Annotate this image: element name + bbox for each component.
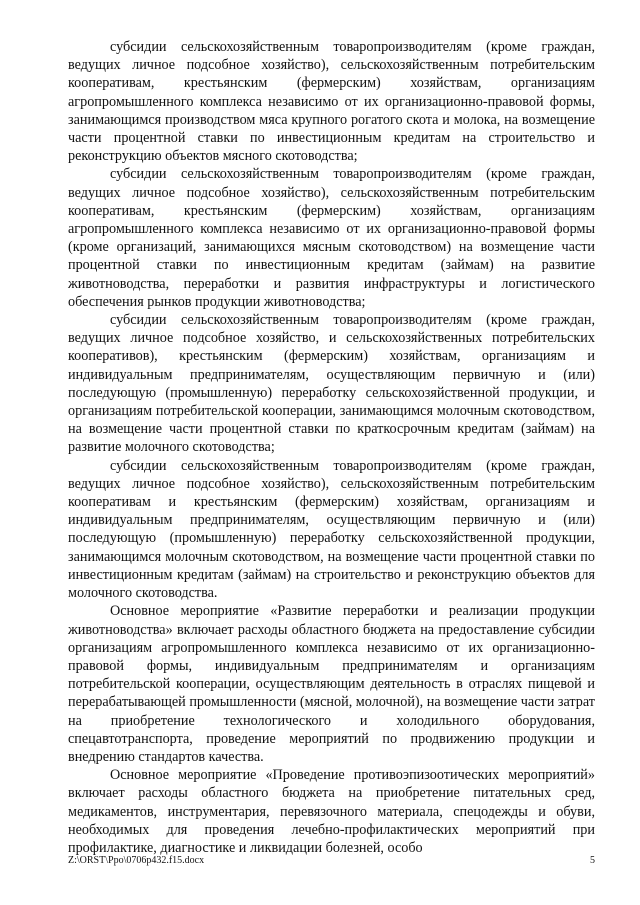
paragraph-subsidy-livestock-development: субсидии сельскохозяйственным товаропроизводителям (кроме граждан, ведущих личное подсобное хозяйство), сельскохозяйственным потребительским кооперативам, крестьянским (фермерским) хозяйствам, организациям агропромышленного комплекса независимо от их организационно-правовой формы (кроме организаций, занимающихся мясным скотоводством) на возмещение части процентной ставки по инвестиционным кредитам (займам) на развитие животноводства, переработки и развития инфраструктуры и логистического обеспечения рынков продукции животноводства;	[68, 166, 595, 310]
paragraph-subsidy-dairy-construction: субсидии сельскохозяйственным товаропроизводителям (кроме граждан, ведущих личное подсобное хозяйство), сельскохозяйственным потребительским кооперативам и крестьянским (фермерским) хозяйствам, организациям и индивидуальным предпринимателям, осуществляющим первичную и (или) последующую (промышленную) переработку сельскохозяйственной продукции, занимающимся молочным скотоводством, на возмещение части процентной ставки по инвестиционным кредитам (займам) на строительство и реконструкцию объектов для молочного скотоводства.	[68, 457, 595, 602]
paragraph-subsidy-short-term-dairy: субсидии сельскохозяйственным товаропроизводителям (кроме граждан, ведущих личное подсобное хозяйство, и сельскохозяйственных потребительских кооперативов), крестьянским (фермерским) хозяйствам, организациям и индивидуальным предпринимателям, осуществляющим первичную и (или) последующую (промышленную) переработку сельскохозяйственной продукции, и организациям потребительской кооперации, занимающимся молочным скотоводством, на возмещение части процентной ставки по краткосрочным кредитам (займам) на развитие молочного скотоводства;	[68, 312, 595, 456]
footer-file-path: Z:\ORST\Ppo\0706p432.f15.docx	[68, 855, 205, 866]
paragraph-processing-measure: Основное мероприятие «Развитие переработки и реализации продукции животноводства» включает расходы областного бюджета на предоставление субсидии организациям агропромышленного комплекса независимо от их организационно-правовой формы, индивидуальным предпринимателям и организациям потребительской кооперации, осуществляющим деятельность в отраслях пищевой и перерабатывающей промышленности (мясной, молочной), на возмещение части затрат на приобретение технологического и холодильного оборудования, спецавтотранспорта, проведение мероприятий по продвижению продукции и внедрению стандартов качества.	[68, 603, 595, 765]
document-body	[68, 38, 595, 857]
paragraph-antiepizootic-measure: Основное мероприятие «Проведение противоэпизоотических мероприятий» включает расходы областного бюджета на приобретение питательных сред, медикаментов, инструментария, перевязочного материала, спецодежды и обуви, необходимых для проведения лечебно-профилактических мероприятий при профилактике, диагностике и ликвидации болезней, особо	[68, 767, 595, 856]
paragraph-subsidy-meat-cattle: субсидии сельскохозяйственным товаропроизводителям (кроме граждан, ведущих личное подсобное хозяйство), сельскохозяйственным потребительским кооперативам, крестьянским (фермерским) хозяйствам, организациям агропромышленного комплекса независимо от их организационно-правовой формы, занимающимся производством мяса крупного рогатого скота и молока, на возмещение части процентной ставки по инвестиционным кредитам на строительство и реконструкцию объектов мясного скотоводства;	[68, 39, 595, 165]
page-footer	[68, 855, 595, 867]
page-number: 5	[590, 855, 595, 866]
